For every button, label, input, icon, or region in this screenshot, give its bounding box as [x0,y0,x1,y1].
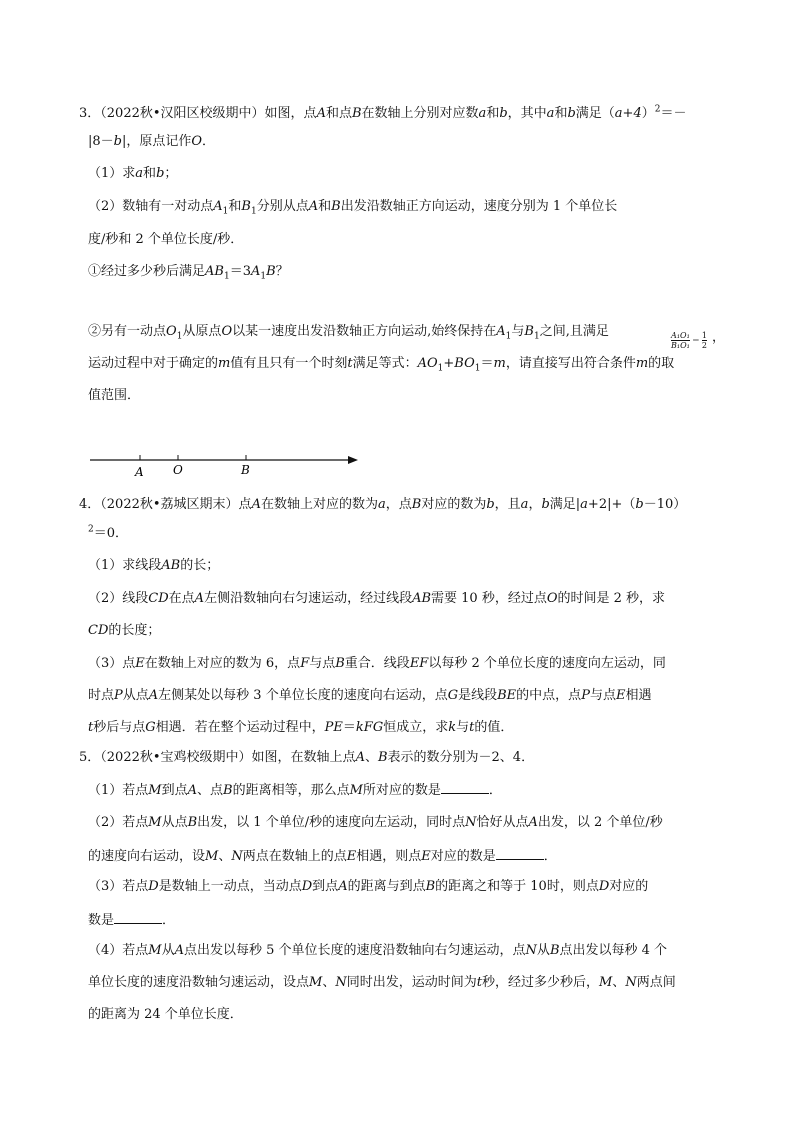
text: 和 [486,106,500,121]
var-B: B [266,264,276,279]
q5-part-2-line-1 [88,815,663,831]
var-A: A [355,750,365,765]
var-E: E [615,688,626,703]
text: 重合．线段 [344,656,410,671]
q5-part-1 [88,781,502,799]
var-a: a [546,106,555,121]
q4-line-2 [88,526,128,542]
text: 出发，以 1 个单位/秒的速度向左运动，同时点 [197,815,466,830]
text: ） [641,106,655,121]
text: 从原点 [182,324,222,339]
var-CD: CD [148,591,169,606]
text: 与 [511,324,525,339]
var-A: A [213,199,223,214]
text: －10） [643,497,687,512]
var-b: b [156,166,165,181]
text: ． [162,913,176,928]
q3-sub-2-line-2 [88,356,674,372]
text: 、 [218,849,232,864]
text: 从 [536,943,550,958]
text: 两点间 [636,975,676,990]
var-B: B [411,497,422,512]
subscript: 1 [222,206,229,217]
var-A: A [187,783,197,798]
q4-source: （2022秋•荔城区期末） [100,497,239,512]
text: 出发沿数轴正方向运动，速度分别为 1 个单位长 [340,199,618,214]
expr: a+ [580,497,599,512]
var-B: B [187,815,198,830]
var-N: N [625,975,637,990]
text: （1）若点 [88,783,149,798]
subscript: 1 [505,331,512,342]
var-a: a [520,497,529,512]
text: 对应的数是 [430,849,496,864]
var-B: B [425,879,436,894]
text: ＝3 [229,264,251,279]
q5-part-4-line-1 [88,943,667,959]
text: 、 [612,975,626,990]
subscript: 1 [260,271,267,282]
var-kFG: kFG [355,720,384,735]
q3-source: （2022秋•汉阳区校级期中） [100,106,265,121]
var-M: M [309,975,323,990]
text: 如图，点 [264,106,317,121]
text: |，原点记作 [121,134,192,149]
var-E: E [135,656,145,671]
text: ①经过多少秒后满足 [88,264,206,279]
text: ＝ [342,720,356,735]
text: 和 [228,199,242,214]
arrow-head-icon [348,456,358,464]
var-b: b [541,497,550,512]
text: ， [528,497,542,512]
q5-part-4-line-3 [88,1007,243,1023]
text: 左侧沿数轴向右匀速运动，经过线段 [204,591,413,606]
var-M: M [598,975,613,990]
text: 出发，以 2 个单位/秒 [537,815,663,830]
text: 的值． [474,720,514,735]
equals-sign: ＝ [691,336,700,345]
var-B: B [524,324,534,339]
q3-sub-1 [88,264,289,280]
text: + [443,356,455,371]
var-N: N [335,975,347,990]
text: 在数轴上对应的数为 6，点 [144,656,301,671]
var-b: b [499,106,508,121]
text: 运动过程中对于确定的 [88,356,219,371]
var-k: k [448,720,457,735]
axis-label-O: O [173,463,183,477]
var-B: B [335,656,345,671]
text: （2）线段 [88,591,149,606]
text: 是线段 [458,688,498,703]
trailing-comma [712,330,725,346]
text: ②另有一动点 [88,324,167,339]
q3-part-1 [88,166,177,182]
var-B: B [351,106,362,121]
text: 、点 [197,783,224,798]
q4-part-3-line-2 [88,688,651,704]
var-A: A [496,324,506,339]
text: 点出发以每秒 5 个单位长度的速度沿数轴向右匀速运动，点 [184,943,526,958]
var-t: t [347,356,353,371]
var-B: B [223,783,233,798]
text: ． [202,134,216,149]
text: ？ [275,264,289,279]
text: ＝0． [93,526,129,541]
text: 的距离为 24 个单位长度． [88,1007,243,1022]
text: 2|+（ [598,497,636,512]
fraction-ratio [671,331,707,350]
q4-number: 4． [79,497,101,512]
text: 值范围． [88,388,141,403]
var-P: P [581,688,590,703]
text: 分别从点 [256,199,309,214]
text: 在数轴上分别对应数 [361,106,479,121]
var-N: N [465,815,477,830]
var-a: a [135,166,144,181]
var-M: M [148,943,162,958]
text: 对应的 [609,879,649,894]
text: 和 [143,166,157,181]
var-G: G [145,720,156,735]
var-N: N [525,943,537,958]
q4-part-1 [88,558,219,574]
var-BE: BE [497,688,517,703]
q4-part-3-line-1 [88,656,666,672]
text: ，且 [494,497,521,512]
text: 的速度向右运动，设 [88,849,206,864]
q3-sub-2-line-3 [88,388,140,404]
q5-part-3-line-2 [88,911,175,929]
text: 从点 [122,688,149,703]
var-m: m [493,356,506,371]
text: 点 [238,497,252,512]
text: 到点 [312,879,339,894]
var-A: A [308,199,319,214]
fraction-numerator: A₁O₁ [671,331,690,340]
q4-part-2-line-1 [88,591,665,607]
var-A: A [316,106,326,121]
var-M: M [148,783,162,798]
text: ． [543,849,557,864]
text: （3）若点 [88,879,149,894]
var-m: m [218,356,231,371]
var-b: b [486,497,495,512]
var-t: t [476,975,482,990]
subscript: 1 [176,331,183,342]
text: 的距离与到点 [347,879,426,894]
superscript: 2 [654,104,661,115]
text: 与 [456,720,470,735]
q3-sub-2-line-1 [88,324,609,340]
text: ； [164,166,178,181]
subscript: 1 [533,331,540,342]
var-A: A [174,943,184,958]
expr: a+4 [614,106,642,121]
text: 度/秒和 2 个单位长度/秒． [88,232,244,247]
text: 点出发以每秒 4 个 [559,943,668,958]
subscript: 1 [437,363,444,374]
var-b: b [635,497,644,512]
var-A: A [528,815,538,830]
subscript: 1 [223,271,230,282]
text: 的时间是 2 秒，求 [557,591,666,606]
var-A: A [250,264,261,279]
var-a: a [478,106,487,121]
text: 以每秒 2 个单位长度的速度向左运动，同 [428,656,666,671]
text: 和 [318,199,332,214]
var-O: O [221,324,233,339]
answer-blank[interactable] [441,781,489,794]
q5-line-1 [79,750,534,766]
var-b: b [567,106,576,121]
var-AB: AB [412,591,432,606]
q3-number: 3． [79,106,101,121]
text: 的长； [180,558,220,573]
text: 恒成立，求 [383,720,449,735]
text: 秒后与点 [93,720,146,735]
var-P: P [114,688,123,703]
q3-part-2-line-1 [88,199,617,215]
q5-part-3-line-1 [88,879,648,895]
var-O: O [191,134,203,149]
text: 和 [554,106,568,121]
var-B: B [377,750,388,765]
q5-part-2-line-2 [88,847,557,865]
var-D: D [148,879,159,894]
var-t: t [469,720,475,735]
text: （2）若点 [88,815,149,830]
var-AB: AB [161,558,181,573]
var-a: a [377,497,386,512]
var-A: A [338,879,348,894]
text: 是数轴上一动点，当动点 [158,879,302,894]
q4-part-3-line-3 [88,720,513,736]
q5-number: 5． [79,750,101,765]
fraction-denominator: 2 [701,341,707,350]
text: 单位长度的速度沿数轴匀速运动，设点 [88,975,310,990]
text: ＝ [480,356,494,371]
text: （4）若点 [88,943,149,958]
var-D: D [598,879,610,894]
text: 的中点，点 [516,688,582,703]
text: 从点 [161,815,188,830]
text: 相遇 [625,688,652,703]
var-A: A [148,688,159,703]
subscript: 1 [474,363,481,374]
var-t: t [88,720,94,735]
text: 与点 [309,656,336,671]
text: 数是 [88,913,115,928]
text: |8－ [88,134,114,149]
text: 所对应的数是 [362,783,441,798]
subscript: 1 [250,206,257,217]
var-CD: CD [88,623,109,638]
number-line-figure [86,446,366,480]
q3-part-2-line-2 [88,232,243,248]
var-B: B [331,199,341,214]
var-BO: BO [454,356,475,371]
text: 与点 [589,688,616,703]
text: 的取 [648,356,675,371]
var-A: A [194,591,205,606]
fraction-numerator: 1 [701,331,707,340]
text: （1）求线段 [88,558,162,573]
text: 在数轴上对应的数为 [260,497,378,512]
text: ，请直接写出符合条件 [505,356,636,371]
text: 、 [322,975,336,990]
answer-blank[interactable] [114,911,162,924]
superscript: 2 [88,524,94,535]
text: （1）求 [88,166,136,181]
text: 需要 10 秒，经过点 [431,591,547,606]
text: 相遇，则点 [356,849,422,864]
text: ，点 [385,497,412,512]
var-M: M [349,783,363,798]
text: 之间,且满足 [539,324,609,339]
text: 满足等式： [352,356,418,371]
text: 和点 [325,106,352,121]
text: 相遇．若在整个运动过程中， [155,720,325,735]
var-O: O [546,591,558,606]
var-m: m [635,356,649,371]
text: 两点在数轴上的点 [242,849,347,864]
var-AB: AB [205,264,224,279]
text: 恰好从点 [476,815,529,830]
text: 满足| [549,497,581,512]
text: 同时出发，运动时间为 [346,975,477,990]
text: 的距离相等，那么点 [232,783,350,798]
text: ， [712,330,726,345]
text: 的距离之和等于 10时，则点 [435,879,599,894]
axis-label-A: A [135,465,144,479]
var-b: b [113,134,122,149]
text: 秒，经过多少秒后， [481,975,599,990]
q5-source: （2022秋•宝鸡校级期中） [100,750,252,765]
q3-line-2 [88,134,215,150]
var-EF: EF [409,656,429,671]
var-E: E [346,849,357,864]
var-A: A [251,497,261,512]
text: 时点 [88,688,115,703]
text: 如图，在数轴上点 [251,750,356,765]
text: 对应的数为 [421,497,487,512]
var-G: G [447,688,459,703]
q4-part-2-line-2 [88,623,160,639]
var-E: E [421,849,431,864]
q4-line-1 [79,497,686,513]
text: 在点 [168,591,195,606]
var-B: B [549,943,560,958]
var-AO: AO [417,356,438,371]
axis-label-B: B [241,463,250,477]
text: ，其中 [507,106,547,121]
q3-line-1 [79,106,686,122]
text: （3）点 [88,656,136,671]
text: 从 [161,943,175,958]
var-B: B [241,199,251,214]
text: 到点 [161,783,188,798]
var-D: D [301,879,313,894]
text: 、 [364,750,378,765]
var-F: F [300,656,310,671]
var-O: O [166,324,177,339]
text: 表示的数分别为－2、4． [387,750,535,765]
fraction-denominator: B₁O₁ [671,341,690,350]
var-M: M [205,849,219,864]
text: 左侧某处以每秒 3 个单位长度的速度向右运动，点 [158,688,448,703]
text: 的长度； [108,623,161,638]
var-N: N [231,849,243,864]
var-M: M [148,815,162,830]
text: 以某一速度出发沿数轴正方向运动,始终保持在 [232,324,497,339]
var-PE: PE [324,720,343,735]
answer-blank[interactable] [496,847,544,860]
text: 满足（ [575,106,615,121]
q5-part-4-line-2 [88,975,676,991]
text: 值有且只有一个时刻 [230,356,348,371]
text: （2）数轴有一对动点 [88,199,214,214]
text: ＝－ [660,106,687,121]
text: ． [488,783,502,798]
